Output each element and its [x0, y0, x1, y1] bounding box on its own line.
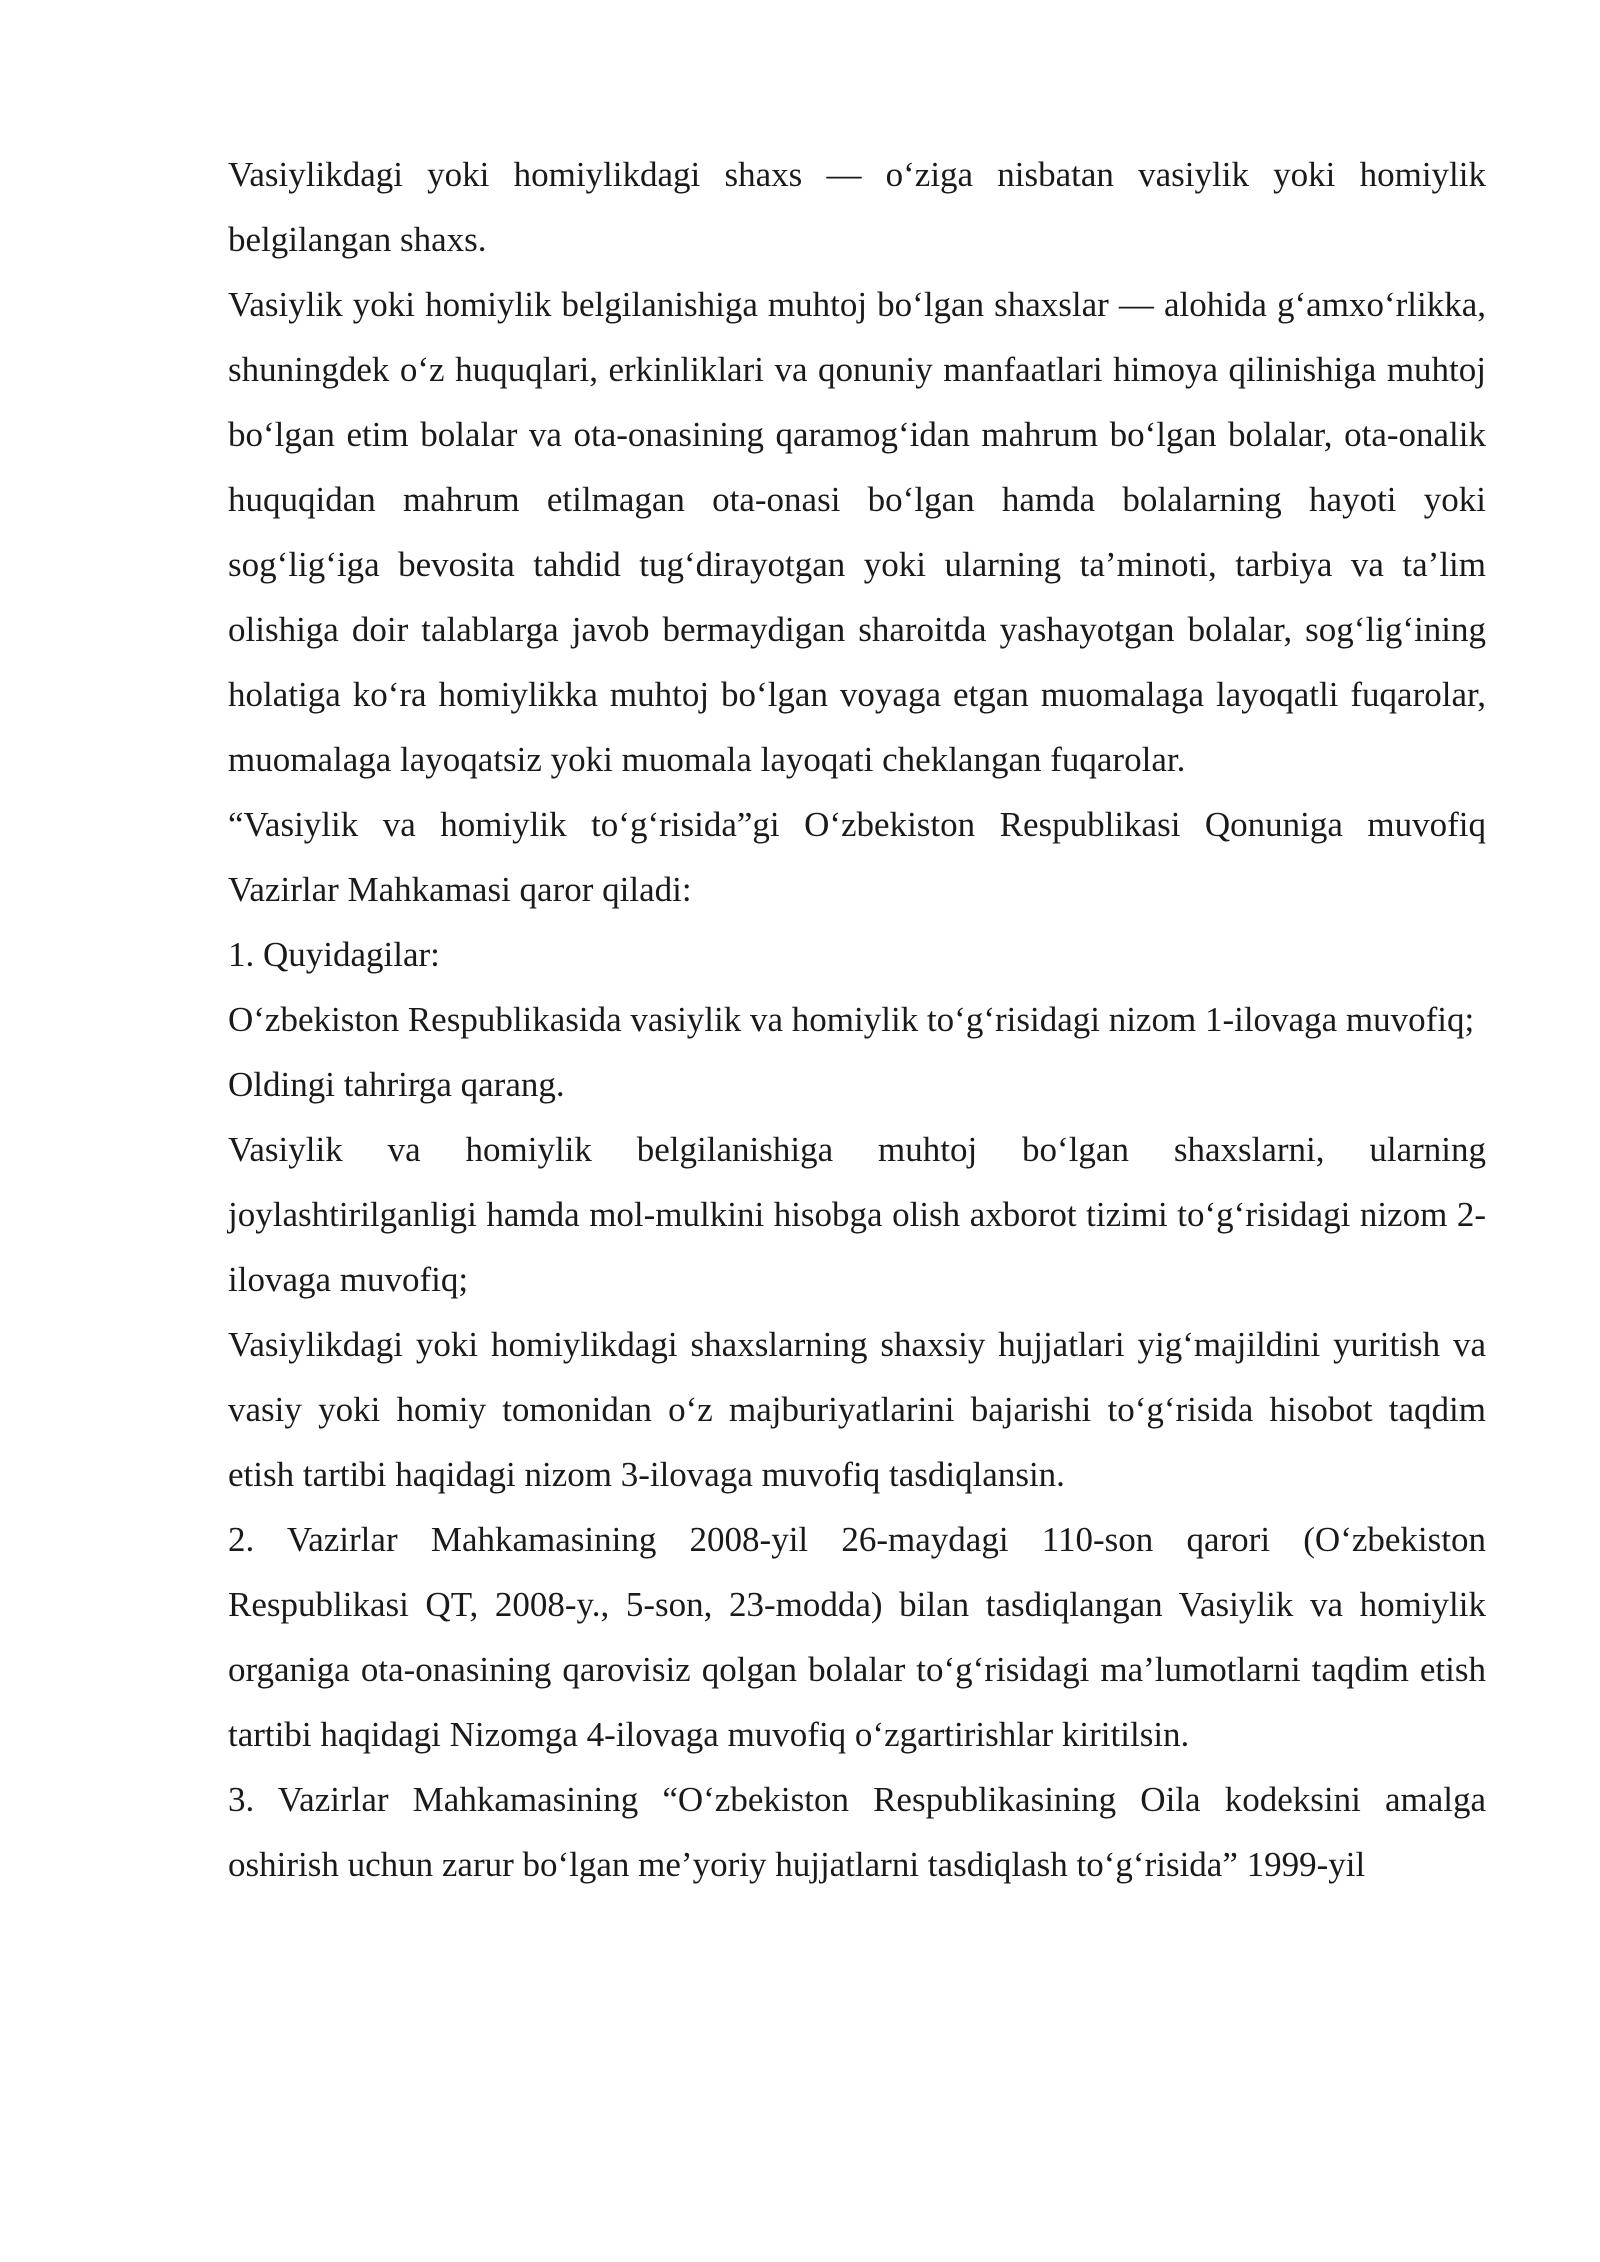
paragraph-annex-1: O‘zbekiston Respublikasida vasiylik va homiylik to‘g‘risidagi nizom 1-ilovaga muvofiq; [228, 1000, 1475, 1039]
paragraph-annex-2: Vasiylik va homiylik belgilanishiga muhtoj bo‘lgan shaxslarni, ularning joylashtirilganligi hamda mol-mulkini hisobga olish axborot tizimi to‘g‘risidagi nizom 2-ilovaga muvofiq; [228, 1130, 1486, 1299]
paragraph-definition-ward: Vasiylikdagi yoki homiylikdagi shaxs — o‘ziga nisbatan vasiylik yoki homiylik belgilangan shaxs. [228, 155, 1486, 259]
paragraph-item-2: 2. Vazirlar Mahkamasining 2008-yil 26-maydagi 110-son qarori (O‘zbekiston Respublikasi QT, 2008-y., 5-son, 23-modda) bilan tasdiqlangan Vasiylik va homiylik organiga ota-onasining qarovisiz qolgan bolalar to‘g‘risidagi ma’lumotlarni taqdim etish tartibi haqidagi Nizomga 4-ilovaga muvofiq o‘zgartirishlar kiritilsin. [228, 1520, 1486, 1754]
paragraph-preamble: “Vasiylik va homiylik to‘g‘risida”gi O‘zbekiston Respublikasi Qonuniga muvofiq Vazirlar Mahkamasi qaror qiladi: [228, 805, 1486, 909]
paragraph-previous-edition-note: Oldingi tahrirga qarang. [228, 1065, 565, 1104]
paragraph-item-3: 3. Vazirlar Mahkamasining “O‘zbekiston Respublikasining Oila kodeksini amalga oshirish uchun zarur bo‘lgan me’yoriy hujjatlarni tasdiqlash to‘g‘risida” 1999-yil [228, 1780, 1486, 1884]
paragraph-definition-persons-in-need: Vasiylik yoki homiylik belgilanishiga muhtoj bo‘lgan shaxslar — alohida g‘amxo‘rlikka, shuningdek o‘z huquqlari, erkinliklari va qonuniy manfaatlari himoya qilinishiga muhtoj bo‘lgan etim bolalar va ota-onasining qaramog‘idan mahrum bo‘lgan bolalar, ota-onalik huquqidan mahrum etilmagan ota-onasi bo‘lgan hamda bolalarning hayoti yoki sog‘lig‘iga bevosita tahdid tug‘dirayotgan yoki ularning ta’minoti, tarbiya va ta’lim olishiga doir talablarga javob bermaydigan sharoitda yashayotgan bolalar, sog‘lig‘ining holatiga ko‘ra homiylikka muhtoj bo‘lgan voyaga etgan muomalaga layoqatli fuqarolar, muomalaga layoqatsiz yoki muomala layoqati cheklangan fuqarolar. [228, 285, 1486, 779]
paragraph-annex-3: Vasiylikdagi yoki homiylikdagi shaxslarning shaxsiy hujjatlari yig‘majildini yuritish va vasiy yoki homiy tomonidan o‘z majburiyatlarini bajarishi to‘g‘risida hisobot taqdim etish tartibi haqidagi nizom 3-ilovaga muvofiq tasdiqlansin. [228, 1325, 1486, 1494]
document-page [228, 142, 1486, 1897]
paragraph-item-1: 1. Quyidagilar: [228, 935, 440, 974]
